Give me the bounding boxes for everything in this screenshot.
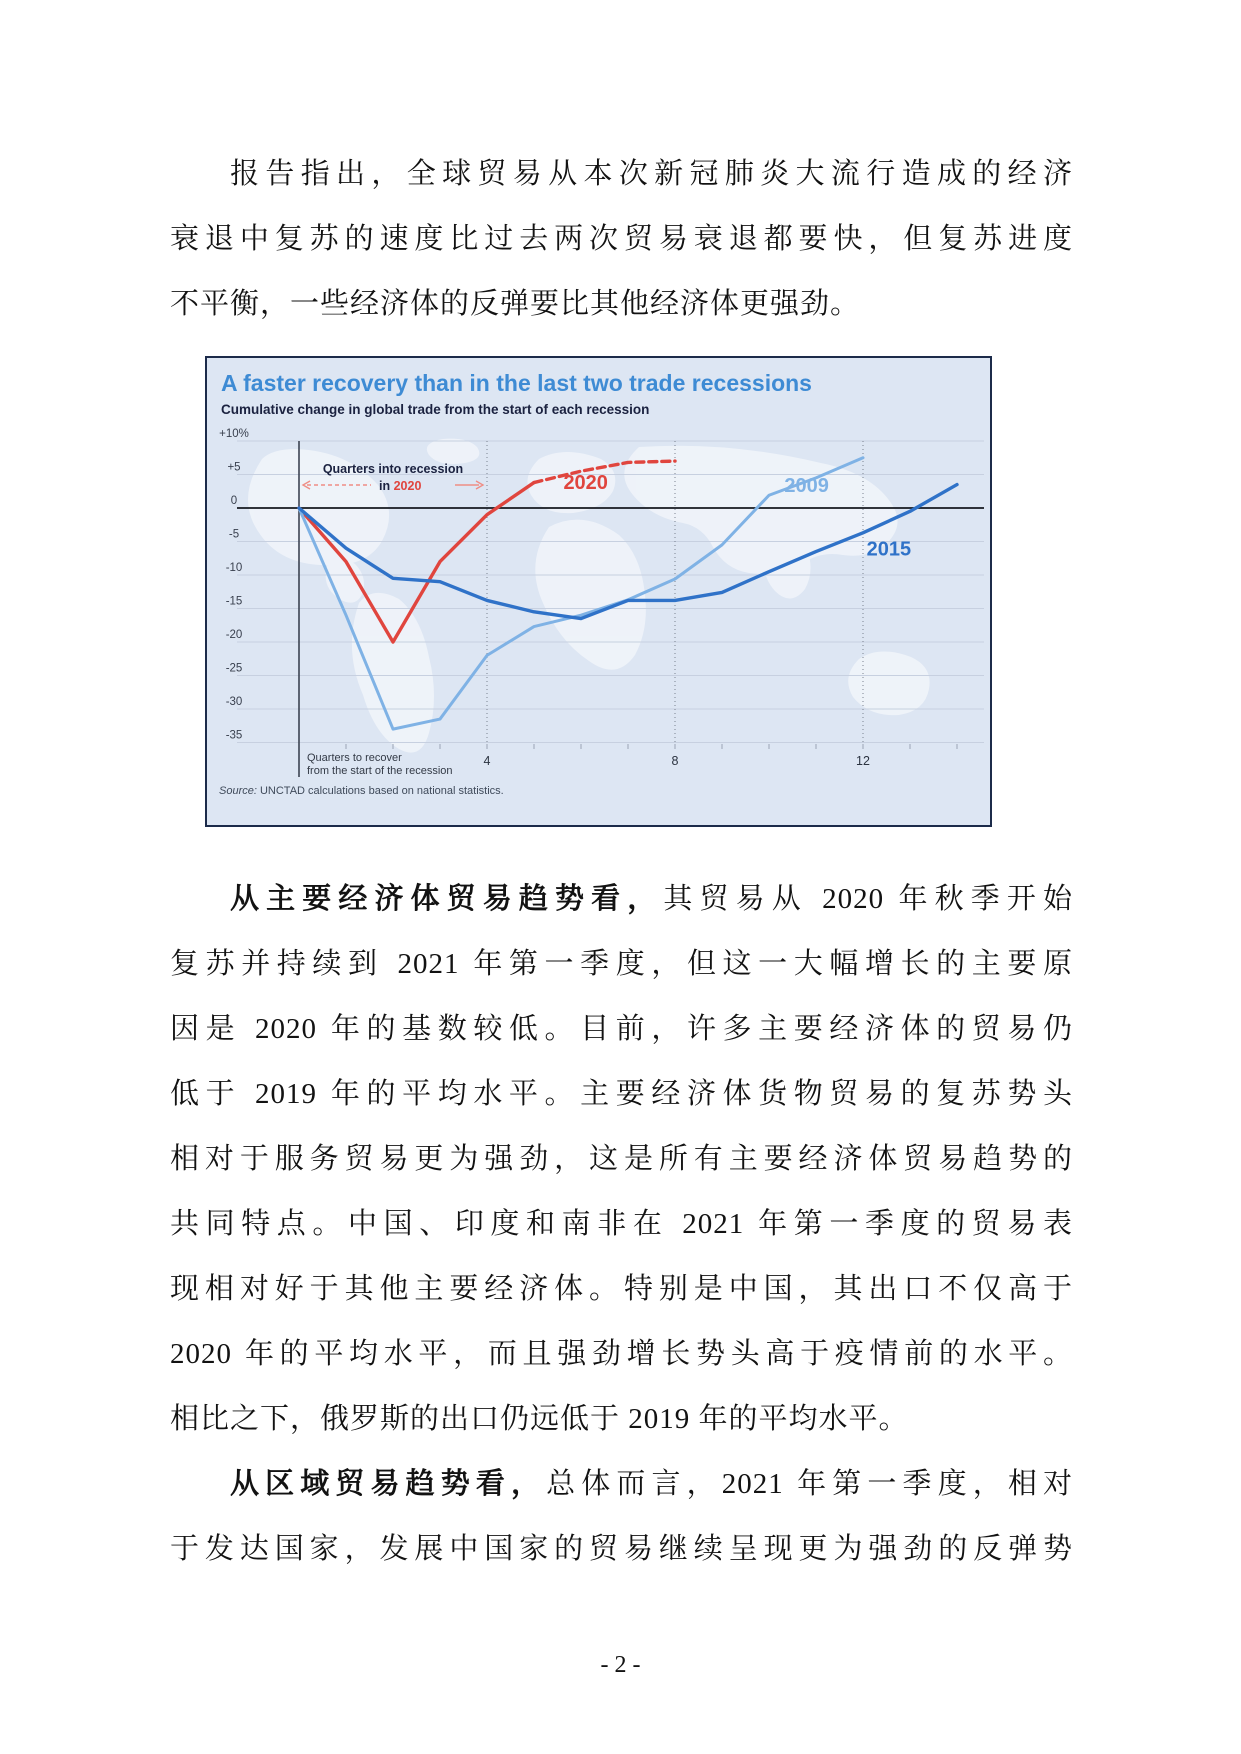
series-label-2020: 2020: [563, 472, 608, 495]
annotation-line2: in 2020: [379, 479, 422, 493]
text-line: 因是 2020 年的基数较低。目前，许多主要经济体的贸易仍: [170, 1013, 1073, 1045]
y-tick-label: -10: [225, 562, 243, 574]
y-tick-label: +10%: [219, 428, 249, 440]
y-tick-label: -15: [225, 595, 243, 608]
paragraph-major-economies: [170, 867, 1073, 1452]
text-line: 衰退中复苏的速度比过去两次贸易衰退都要快，但复苏进度: [170, 223, 1073, 255]
x-tick-label: 12: [856, 754, 870, 768]
paragraph-regional-trends: [170, 1452, 1073, 1582]
x-axis-caption-line2: from the start of the recession: [307, 765, 453, 777]
y-tick-label: -5: [228, 528, 240, 541]
x-axis-caption-line1: Quarters to recover: [307, 752, 402, 764]
y-tick-label: +5: [227, 461, 241, 474]
chart-subtitle: Cumulative change in global trade from the start of each recession: [221, 402, 650, 417]
chart-figure: [205, 356, 992, 827]
y-tick-label: -35: [225, 729, 243, 742]
series-label-2009: 2009: [784, 474, 829, 497]
text-line: 低于 2019 年的平均水平。主要经济体货物贸易的复苏势头: [170, 1078, 1073, 1110]
text-line: 从区域贸易趋势看，总体而言，2021 年第一季度，相对: [230, 1468, 1073, 1500]
chart-source-text: UNCTAD calculations based on national statistics.: [256, 785, 504, 797]
text-line: 相比之下，俄罗斯的出口仍远低于 2019 年的平均水平。: [170, 1403, 909, 1435]
y-tick-label: 0: [230, 495, 238, 507]
y-tick-label: -30: [225, 696, 243, 708]
text-line: 2020 年的平均水平，而且强劲增长势头高于疫情前的水平。: [170, 1338, 1073, 1370]
chart-plot-area: [207, 421, 988, 783]
chart-title: A faster recovery than in the last two trade recessions: [221, 370, 812, 396]
text-line: 于发达国家，发展中国家的贸易继续呈现更为强劲的反弹势: [170, 1533, 1073, 1565]
x-tick-label: 8: [671, 754, 679, 768]
x-tick-label: 4: [483, 754, 491, 768]
text-line: 相对于服务贸易更为强劲，这是所有主要经济体贸易趋势的: [170, 1143, 1073, 1175]
chart-source-prefix: Source:: [219, 785, 257, 797]
text-line: 现相对好于其他主要经济体。特别是中国，其出口不仅高于: [170, 1273, 1073, 1305]
chart-source: [207, 783, 990, 797]
text-line: 报告指出，全球贸易从本次新冠肺炎大流行造成的经济: [230, 158, 1073, 190]
text-line: 共同特点。中国、印度和南非在 2021 年第一季度的贸易表: [170, 1208, 1073, 1240]
y-tick-label: -20: [225, 629, 243, 641]
text-line: 不平衡，一些经济体的反弹要比其他经济体更强劲。: [170, 288, 861, 320]
paragraph-intro: [170, 142, 1073, 337]
text-line: 复苏并持续到 2021 年第一季度，但这一大幅增长的主要原: [170, 948, 1073, 980]
annotation-line1: Quarters into recession: [322, 462, 464, 476]
series-label-2015: 2015: [866, 538, 912, 561]
text-line: 从主要经济体贸易趋势看，其贸易从 2020 年秋季开始: [230, 883, 1073, 915]
page-number: - 2 -: [600, 1652, 641, 1678]
y-tick-label: -25: [225, 662, 243, 675]
